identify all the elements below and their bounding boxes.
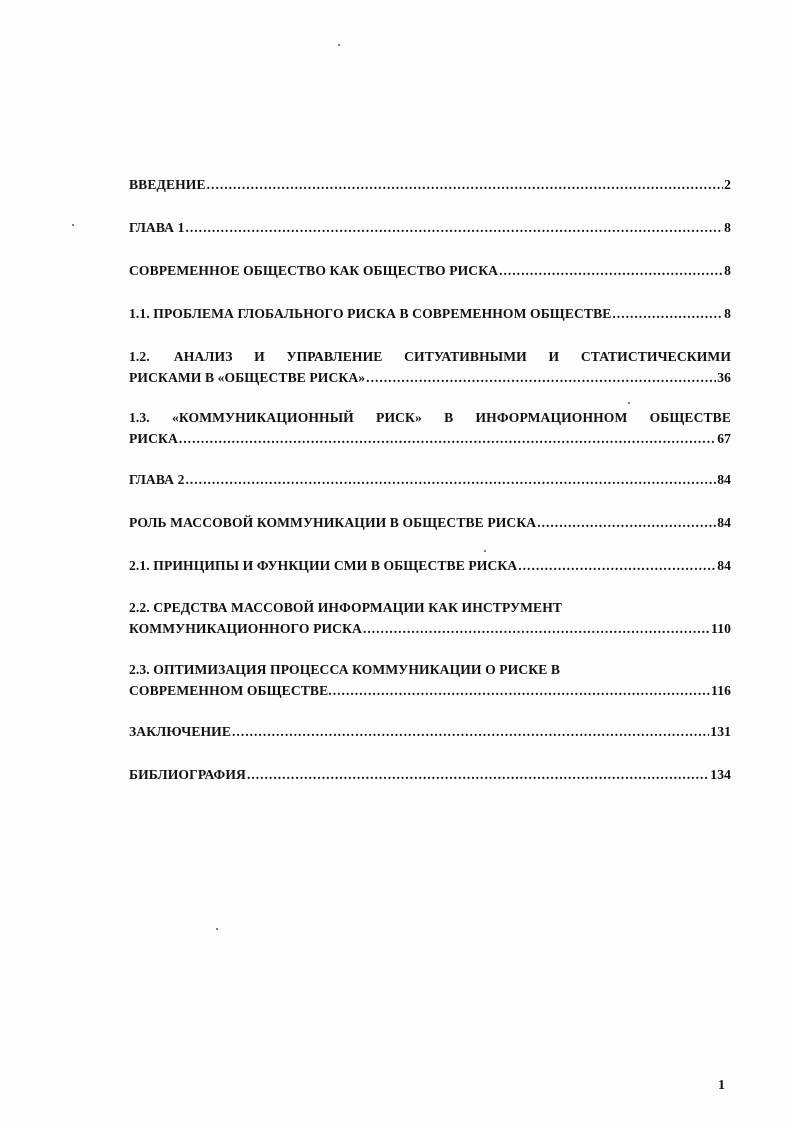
scan-speck xyxy=(484,550,486,552)
dot-leader xyxy=(179,428,716,449)
dot-leader xyxy=(185,217,723,238)
toc-entry-title: ГЛАВА 2 xyxy=(129,472,185,487)
scan-speck xyxy=(216,928,218,930)
toc-entry-title-line2: РИСКАМИ В «ОБЩЕСТВЕ РИСКА» xyxy=(129,370,366,385)
toc-entry-title-line1: 1.3. «КОММУНИКАЦИОННЫЙ РИСК» В ИНФОРМАЦИОННОМ ОБЩЕСТВЕ xyxy=(129,410,731,425)
toc-entry-section-2-1[interactable] xyxy=(129,555,731,576)
toc-entry-page: 131 xyxy=(710,724,731,739)
scan-speck xyxy=(628,402,630,404)
toc-entry-page: 8 xyxy=(724,306,731,321)
toc-entry-title: РОЛЬ МАССОВОЙ КОММУНИКАЦИИ В ОБЩЕСТВЕ РИСКА xyxy=(129,515,537,530)
toc-entry-title: 1.1. ПРОБЛЕМА ГЛОБАЛЬНОГО РИСКА В СОВРЕМЕННОМ ОБЩЕСТВЕ xyxy=(129,306,612,321)
toc-entry-title-line1: АНАЛИЗ И УПРАВЛЕНИЕ СИТУАТИВНЫМИ И СТАТИСТИЧЕСКИМИ xyxy=(173,349,731,364)
toc-entry-page: 116 xyxy=(711,683,731,698)
toc-entry-page: 84 xyxy=(717,558,731,573)
toc-entry-title: СОВРЕМЕННОЕ ОБЩЕСТВО КАК ОБЩЕСТВО РИСКА xyxy=(129,263,499,278)
dot-leader xyxy=(232,721,709,742)
toc-entry-chapter-2-title[interactable] xyxy=(129,512,731,533)
toc-entry-conclusion[interactable] xyxy=(129,721,731,742)
toc-entry-chapter-1[interactable] xyxy=(129,217,731,238)
toc-entry-title: ЗАКЛЮЧЕНИЕ xyxy=(129,724,232,739)
toc-entry-title-line1: 2.2. СРЕДСТВА МАССОВОЙ ИНФОРМАЦИИ КАК ИНСТРУМЕНТ xyxy=(129,600,563,615)
toc-entry-title-line1: 2.3. ОПТИМИЗАЦИЯ ПРОЦЕССА КОММУНИКАЦИИ О РИСКЕ В xyxy=(129,662,561,677)
toc-entry-number: 1.2. xyxy=(129,349,150,364)
dot-leader xyxy=(247,764,709,785)
dot-leader xyxy=(333,680,710,701)
toc-entry-introduction[interactable] xyxy=(129,174,731,195)
toc-entry-section-2-3[interactable] xyxy=(129,659,731,701)
toc-entry-title-line2: РИСКА xyxy=(129,431,178,446)
toc-entry-page: 8 xyxy=(724,220,731,235)
toc-entry-title: БИБЛИОГРАФИЯ xyxy=(129,767,246,782)
toc-entry-chapter-1-title[interactable] xyxy=(129,260,731,281)
toc-entry-page: 2 xyxy=(724,177,731,192)
toc-entry-section-1-1[interactable] xyxy=(129,303,731,324)
page-number: 1 xyxy=(718,1078,725,1093)
dot-leader xyxy=(499,260,723,281)
toc-entry-bibliography[interactable] xyxy=(129,764,731,785)
toc-entry-page: 84 xyxy=(717,515,731,530)
dot-leader xyxy=(537,512,716,533)
toc-entry-section-2-2[interactable] xyxy=(129,597,731,639)
dot-leader xyxy=(612,303,723,324)
toc-entry-title: 2.1. ПРИНЦИПЫ И ФУНКЦИИ СМИ В ОБЩЕСТВЕ РИСКА xyxy=(129,558,518,573)
dot-leader xyxy=(185,469,716,490)
dot-leader xyxy=(363,618,710,639)
dot-leader xyxy=(207,174,723,195)
toc-entry-title-line2: КОММУНИКАЦИОННОГО РИСКА xyxy=(129,621,362,636)
toc-entry-page: 36 xyxy=(717,370,731,385)
toc-entry-title: ГЛАВА 1 xyxy=(129,220,185,235)
scan-speck xyxy=(72,224,74,226)
toc-entry-page: 67 xyxy=(717,431,731,446)
toc-entry-page: 110 xyxy=(711,621,731,636)
toc-entry-chapter-2[interactable] xyxy=(129,469,731,490)
toc-entry-title-line2: СОВРЕМЕННОМ ОБЩЕСТВЕ. xyxy=(129,683,332,698)
toc-entry-page: 84 xyxy=(717,472,731,487)
toc-entry-title: ВВЕДЕНИЕ xyxy=(129,177,206,192)
toc-entry-section-1-2[interactable] xyxy=(129,346,731,388)
scan-speck xyxy=(338,44,340,46)
toc-entry-section-1-3[interactable] xyxy=(129,407,731,449)
toc-entry-page: 8 xyxy=(724,263,731,278)
dot-leader xyxy=(366,367,716,388)
toc-entry-page: 134 xyxy=(710,767,731,782)
dot-leader xyxy=(518,555,716,576)
